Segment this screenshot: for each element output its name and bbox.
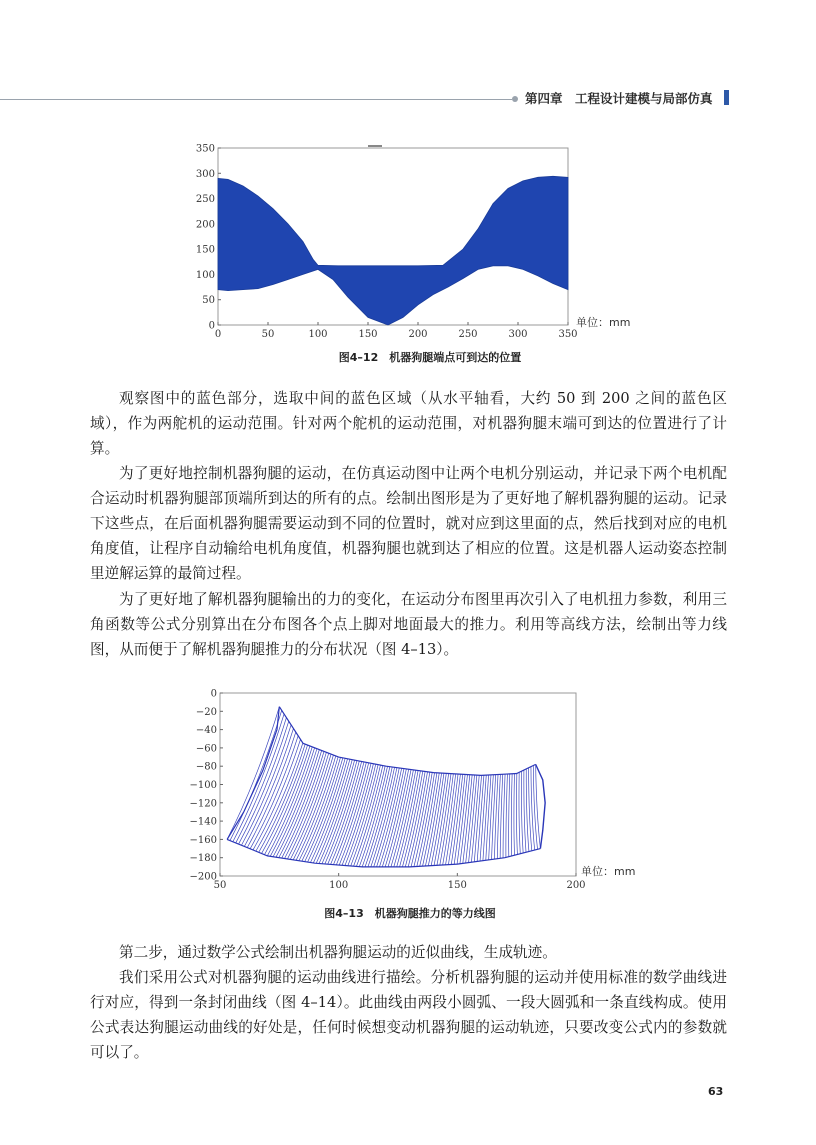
- paragraph-1: 观察图中的蓝色部分，选取中间的蓝色区域（从水平轴看，大约 50 到 200 之间的蓝色区域），作为两舵机的运动范围。针对两个舵机的运动范围，对机器狗腿末端可到达的位置进行了计算。: [90, 390, 727, 457]
- y-tick-label: −120: [189, 798, 217, 810]
- y-tick-label: 0: [208, 320, 215, 332]
- chapter-title: 第四章 工程设计建模与局部仿真: [525, 91, 713, 106]
- x-tick-label: 250: [458, 329, 478, 340]
- x-tick-label: 0: [214, 329, 222, 340]
- y-tick-label: 200: [195, 219, 215, 231]
- paragraph-5: 我们采用公式对机器狗腿的运动曲线进行描绘。分析机器狗腿的运动并使用标准的数学曲线进行对应，得到一条封闭曲线（图 4–14）。此曲线由两段小圆弧、一段大圆弧和一条直线构成。使用公式表达狗腿运动曲线的好处是，任何时候想变动机器狗腿的运动轨迹，只要改变公式内的参数就可以了。: [90, 969, 727, 1061]
- y-tick-label: 150: [195, 244, 215, 256]
- figure-4-12: [190, 140, 650, 345]
- y-tick-label: 100: [195, 269, 215, 281]
- x-tick-label: 50: [261, 329, 275, 340]
- page-number: 63: [708, 1085, 724, 1098]
- header-accent-bar: [724, 90, 729, 105]
- x-tick-label: 200: [408, 329, 428, 340]
- unit-label: 单位：mm: [581, 865, 636, 878]
- x-tick-label: 200: [566, 880, 586, 890]
- x-tick-label: 150: [358, 329, 378, 340]
- y-tick-label: 350: [195, 143, 215, 155]
- x-tick-label: 100: [308, 329, 328, 340]
- y-tick-label: −100: [189, 780, 217, 791]
- y-tick-label: 250: [195, 194, 215, 206]
- header-dot: [512, 96, 518, 102]
- y-tick-label: −20: [195, 706, 217, 718]
- x-tick-label: 150: [447, 880, 467, 890]
- paragraph-2: 为了更好地控制机器狗腿的运动，在仿真运动图中让两个电机分别运动，并记录下两个电机配合运动时机器狗腿部顶端所到达的所有的点。绘制出图形是为了更好地了解机器狗腿的运动。记录下这些点，在后面机器狗腿需要运动到不同的位置时，就对应到这里面的点，然后找到对应的电机角度值，让程序自动输给电机角度值，机器狗腿也就到达了相应的位置。这是机器人运动姿态控制里逆解运算的最简过程。: [90, 465, 727, 582]
- y-tick-label: −200: [189, 871, 217, 883]
- figure-4-13: [188, 685, 648, 890]
- figure-4-13-caption: 图4–13 机器狗腿推力的等力线图: [324, 907, 496, 920]
- paragraph-4: 第二步，通过数学公式绘制出机器狗腿运动的近似曲线，生成轨迹。: [119, 944, 557, 961]
- figure-4-12-caption: 图4–12 机器狗腿端点可到达的位置: [338, 351, 522, 364]
- y-tick-label: −40: [195, 725, 217, 737]
- y-tick-label: −160: [189, 834, 217, 846]
- x-tick-label: 50: [213, 880, 227, 890]
- x-tick-label: 350: [558, 329, 578, 340]
- paragraph-3: 为了更好地了解机器狗腿输出的力的变化，在运动分布图里再次引入了电机扭力参数，利用三角函数等公式分别算出在分布图各个点上脚对地面最大的推力。利用等高线方法，绘制出等力线图，从而便于了解机器狗腿推力的分布状况（图 4–13）。: [90, 591, 727, 658]
- y-tick-label: −80: [195, 761, 217, 773]
- x-tick-label: 100: [329, 880, 349, 890]
- force-contour-chart: [188, 685, 648, 890]
- y-tick-label: −180: [189, 853, 217, 865]
- x-tick-label: 300: [508, 329, 528, 340]
- y-tick-label: 0: [210, 688, 217, 700]
- header-rule: [0, 99, 512, 100]
- reachable-area-chart: [190, 140, 650, 345]
- unit-label: 单位：mm: [576, 316, 631, 329]
- y-tick-label: −140: [189, 816, 217, 828]
- y-tick-label: −60: [195, 743, 217, 755]
- y-tick-label: 50: [202, 295, 215, 307]
- y-tick-label: 300: [195, 168, 215, 180]
